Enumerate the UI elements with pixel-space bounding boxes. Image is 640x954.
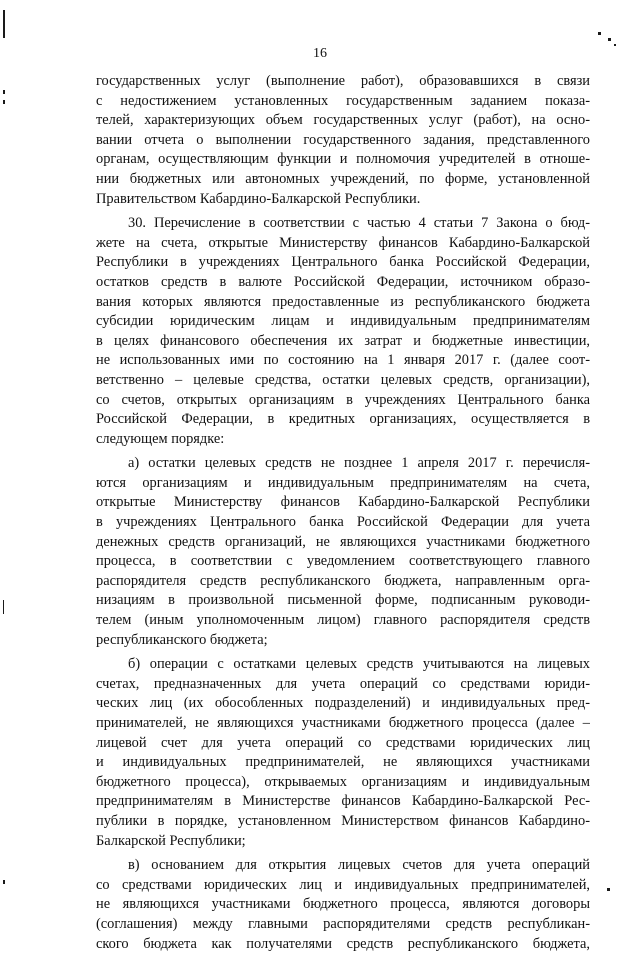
text-line: вании отчета о выполнении государственного задания, представленного	[96, 131, 590, 148]
text-line: Республики в учреждениях Центрального банка Российской Федерации,	[96, 254, 590, 271]
text-line: счетах, предназначенных для учета операций со средствами юриди-	[96, 675, 590, 692]
scan-mark	[3, 880, 5, 884]
scan-mark	[598, 32, 601, 35]
text-line: предпринимателям в Министерстве финансов Кабардино-Балкарской Рес-	[96, 793, 590, 810]
text-line: б) операции с остатками целевых средств учитываются на лицевых	[128, 656, 590, 673]
scan-mark	[3, 600, 4, 614]
text-line: республиканского бюджета;	[96, 631, 268, 648]
text-line: Российской Федерации, в кредитных организациях, осуществляется в	[96, 411, 590, 428]
text-line: жете на счета, открытые Министерству финансов Кабардино-Балкарской	[96, 234, 590, 251]
scan-mark	[614, 44, 616, 46]
text-line: распорядителя средств республиканского бюджета, направленным орга-	[96, 572, 590, 589]
text-line: публики в порядке, установленном Министерством финансов Кабардино-	[96, 812, 590, 829]
text-line: ческих лиц (их обособленных подразделений) и индивидуальных пред-	[96, 695, 590, 712]
text-line: следующем порядке:	[96, 430, 225, 447]
text-line: субсидии юридическим лицам и индивидуальным предпринимателям	[96, 313, 590, 330]
text-line: не использованных ими по состоянию на 1 января 2017 г. (далее соот-	[96, 352, 590, 369]
text-line: остатков средств в валюте Российской Федерации, источником образо-	[96, 273, 590, 290]
text-line: Балкарской Республики;	[96, 832, 246, 849]
scan-mark	[607, 888, 610, 891]
text-line: государственных услуг (выполнение работ), образовавшихся в связи	[96, 73, 590, 89]
text-line: (соглашения) между главными распорядителями средств республикан-	[96, 915, 590, 932]
text-line: а) остатки целевых средств не позднее 1 апреля 2017 г. перечисля-	[128, 455, 590, 472]
text-line: принимателей, не являющихся участниками бюджетного процесса (далее –	[96, 715, 590, 731]
text-line: телем (иным уполномоченным лицом) главного распорядителя средств	[96, 612, 590, 629]
text-line: вания которых являются предоставленные из республиканского бюджета	[96, 293, 590, 310]
scan-mark	[3, 10, 5, 38]
text-line: не являющихся участниками бюджетного процесса, являются договоры	[96, 896, 590, 913]
text-line: лицевой счет для учета операций со средствами юридических лиц	[96, 734, 590, 751]
page-number: 16	[313, 46, 327, 61]
text-line: со средствами юридических лиц и индивидуальных предпринимателей,	[96, 876, 590, 893]
text-line: ского бюджета как получателями средств республиканского бюджета,	[96, 935, 590, 952]
text-line: ются организациям и индивидуальным предпринимателям на счета,	[96, 474, 590, 491]
text-line: 30. Перечисление в соответствии с частью 4 статьи 7 Закона о бюд-	[128, 215, 590, 232]
text-line: низациям в произвольной письменной форме, подписанным руководи-	[96, 592, 590, 609]
text-line: телей, характеризующих объем государственных услуг (работ), на осно-	[96, 112, 590, 129]
text-line: бюджетного процесса), открываемых организациям и индивидуальным	[96, 773, 590, 790]
scan-mark	[608, 38, 611, 41]
text-line: открытые Министерству финансов Кабардино-Балкарской Республики	[96, 494, 590, 511]
body-text	[96, 72, 590, 954]
text-line: ветственно – целевые средства, остатки целевых средств, организации),	[96, 371, 590, 388]
scan-mark	[3, 90, 5, 94]
text-line: органам, осуществляющим функции и полномочия учредителей в отноше-	[96, 151, 590, 168]
text-line: и индивидуальных предпринимателей, не являющихся участниками	[96, 754, 590, 771]
text-line: в учреждениях Центрального банка Российской Федерации для учета	[96, 514, 590, 531]
text-line: денежных средств организаций, не являющихся участниками бюджетного	[96, 533, 590, 550]
text-line: Правительством Кабардино-Балкарской Республики.	[96, 190, 421, 207]
text-line: в целях финансового обеспечения их затрат и бюджетные инвестиции,	[96, 332, 590, 349]
text-line: процесса, в соответствии с уведомлением соответствующего главного	[96, 553, 590, 570]
text-line: в) основанием для открытия лицевых счетов для учета операций	[128, 857, 590, 874]
text-line: с недостижением установленных государственным заданием показа-	[96, 92, 590, 109]
scan-mark	[3, 100, 5, 104]
text-line: нии бюджетных или автономных учреждений, по форме, установленной	[96, 170, 590, 187]
text-line: со счетов, открытых организациям в учреждениях Центрального банка	[96, 391, 590, 408]
